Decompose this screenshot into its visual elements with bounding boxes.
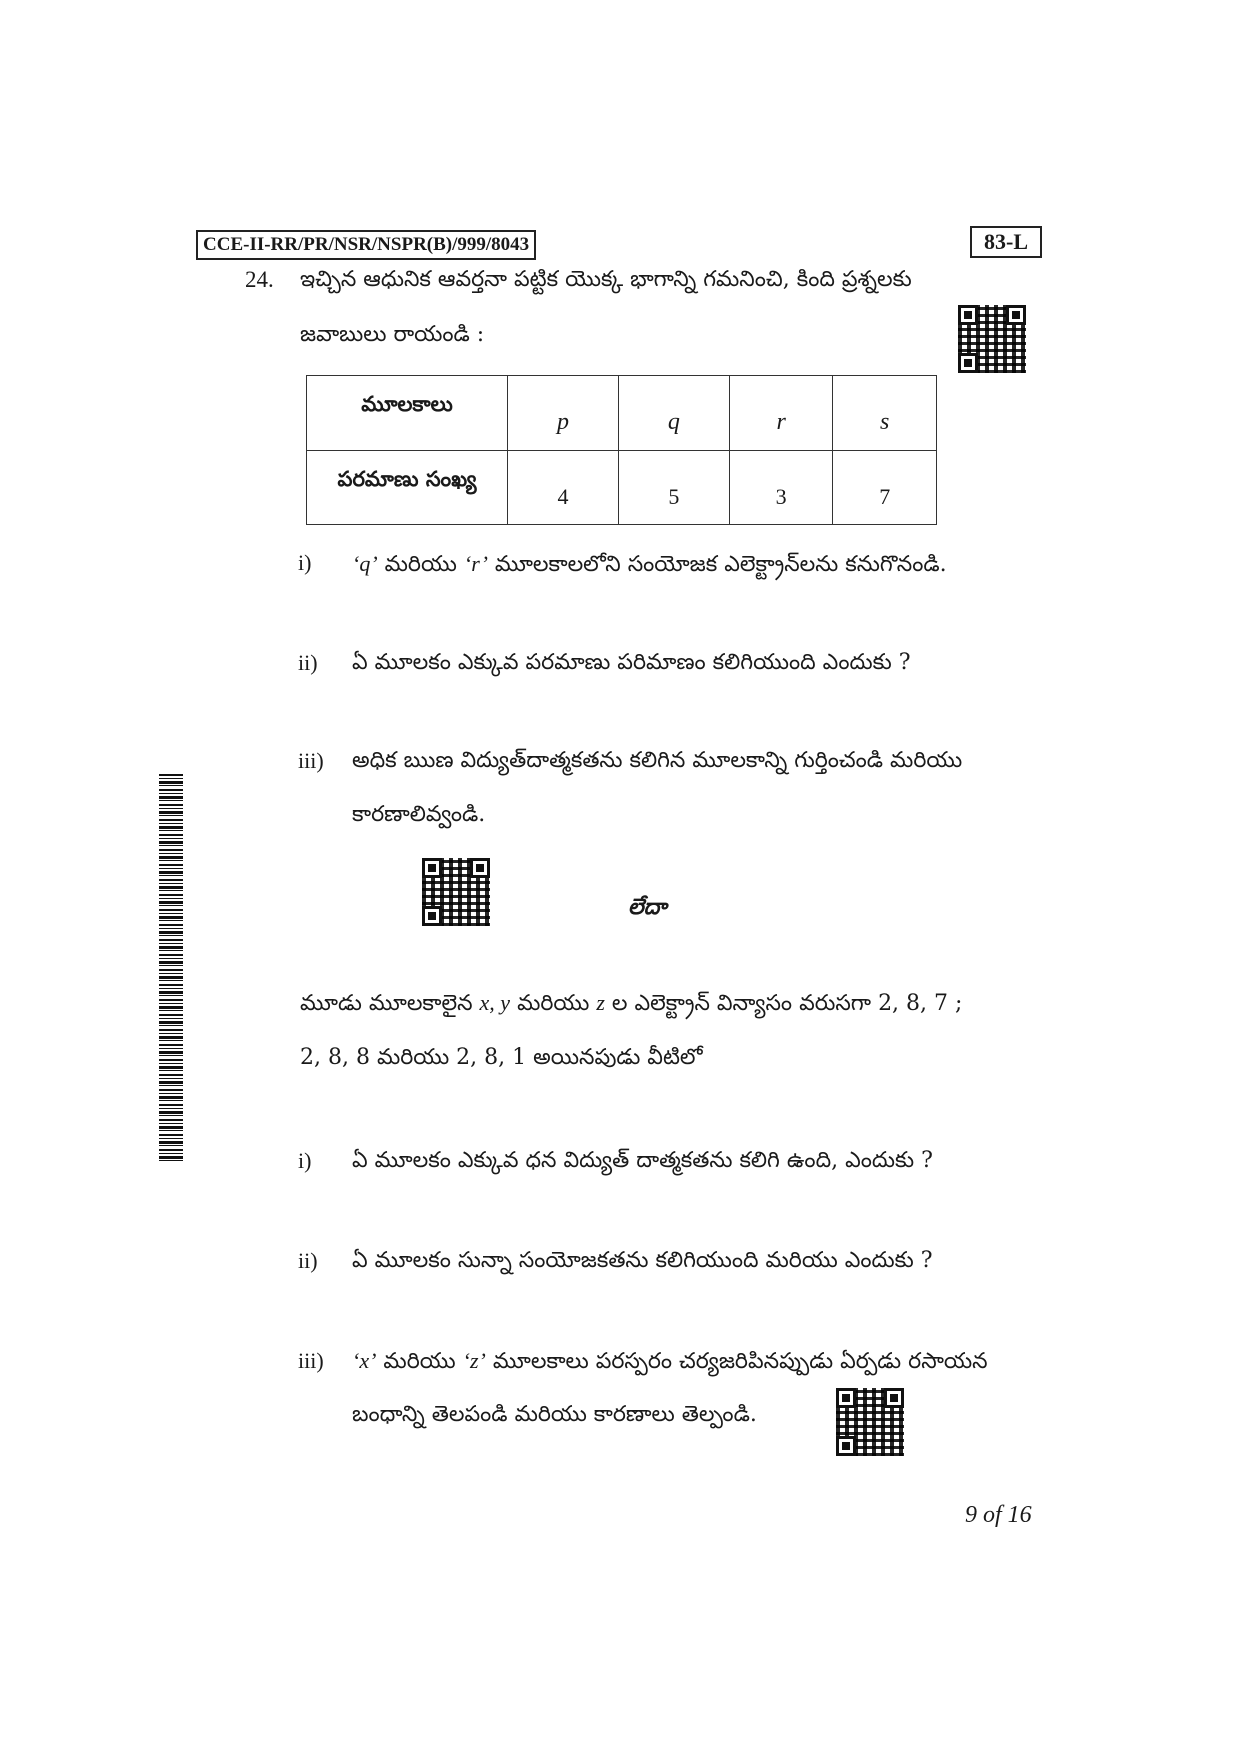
- element-symbol: s: [833, 376, 937, 451]
- element-symbol: r: [729, 376, 833, 451]
- variable-z: z: [596, 990, 605, 1015]
- elements-table: [306, 375, 937, 525]
- element-symbol: p: [508, 376, 619, 451]
- subquestion-a-ii: ఏ మూలకం ఎక్కువ పరమాణు పరిమాణం కలిగియుంది ఎందుకు ?: [352, 650, 911, 675]
- element-x-label: ‘x’: [352, 1348, 377, 1373]
- atomic-number-cell: 7: [833, 451, 937, 525]
- subquestion-text: మూలకాలు పరస్పరం చర్యజరిపినప్పుడు ఏర్పడు రసాయన: [492, 1349, 988, 1374]
- conjunction: మరియు: [383, 1349, 456, 1374]
- table-row: [307, 376, 937, 451]
- question-number: 24.: [245, 267, 274, 292]
- subquestion-number: i): [298, 1148, 312, 1173]
- subquestion-a-i: [352, 549, 947, 580]
- question-paper-code: CCE-II-RR/PR/NSR/NSPR(B)/999/8043: [196, 230, 536, 260]
- element-z-label: ‘z’: [462, 1348, 486, 1373]
- subquestion-number: ii): [298, 650, 318, 675]
- barcode-icon: [159, 774, 183, 1164]
- alternative-intro-line2: 2, 8, 8 మరియు 2, 8, 1 అయినపుడు వీటిలో: [300, 1045, 703, 1070]
- row-label-elements: మూలకాలు: [307, 376, 508, 451]
- element-q-label: ‘q’: [352, 551, 378, 576]
- subquestion-number: iii): [298, 1348, 324, 1373]
- atomic-number-cell: 3: [729, 451, 833, 525]
- subquestion-b-iii-line2: బంధాన్ని తెలపండి మరియు కారణాలు తెల్పండి.: [352, 1402, 757, 1427]
- subquestion-b-iii-line1: [352, 1346, 988, 1377]
- intro-text: మూడు మూలకాలైన: [300, 991, 473, 1016]
- subquestion-number: i): [298, 550, 312, 575]
- conjunction: మరియు: [384, 552, 457, 577]
- subquestion-a-iii-line1: అధిక ఋణ విద్యుత్‌దాత్మకతను కలిగిన మూలకాన్ని గుర్తించండి మరియు: [352, 748, 963, 773]
- subquestion-text: మూలకాలలోని సంయోజక ఎలెక్ట్రాన్‌లను కనుగొనండి.: [494, 552, 947, 577]
- conjunction: మరియు: [517, 991, 590, 1016]
- page-number: 9 of 16: [965, 1502, 1032, 1528]
- qr-code-icon: [958, 305, 1026, 373]
- variables-xy: x, y: [479, 990, 511, 1015]
- row-label-atomic-number: పరమాణు సంఖ్య: [307, 451, 508, 525]
- question-intro-line1: ఇచ్చిన ఆధునిక ఆవర్తనా పట్టిక యొక్క భాగాన్ని గమనించి, కింది ప్రశ్నలకు: [300, 267, 912, 292]
- subquestion-number: ii): [298, 1248, 318, 1273]
- or-label: లేదా: [628, 894, 667, 920]
- subquestion-number: iii): [298, 748, 324, 773]
- atomic-number-cell: 4: [508, 451, 619, 525]
- element-r-label: ‘r’: [463, 551, 488, 576]
- element-symbol: q: [618, 376, 729, 451]
- subquestion-b-i: ఏ మూలకం ఎక్కువ ధన విద్యుత్ దాత్మకతను కలిగి ఉంది, ఎందుకు ?: [352, 1148, 933, 1173]
- subquestion-a-iii-line2: కారణాలివ్వండి.: [352, 802, 486, 827]
- qr-code-icon: [836, 1388, 904, 1456]
- intro-text: ల ఎలెక్ట్రాన్ విన్యాసం వరుసగా 2, 8, 7 ;: [611, 991, 963, 1016]
- alternative-intro-line1: [300, 988, 962, 1019]
- question-intro-line2: జవాబులు రాయండి :: [300, 322, 485, 347]
- table-row: [307, 451, 937, 525]
- qr-code-icon: [422, 858, 490, 926]
- atomic-number-cell: 5: [618, 451, 729, 525]
- subquestion-b-ii: ఏ మూలకం సున్నా సంయోజకతను కలిగియుంది మరియు ఎందుకు ?: [352, 1248, 933, 1273]
- paper-number-badge: 83-L: [970, 226, 1042, 258]
